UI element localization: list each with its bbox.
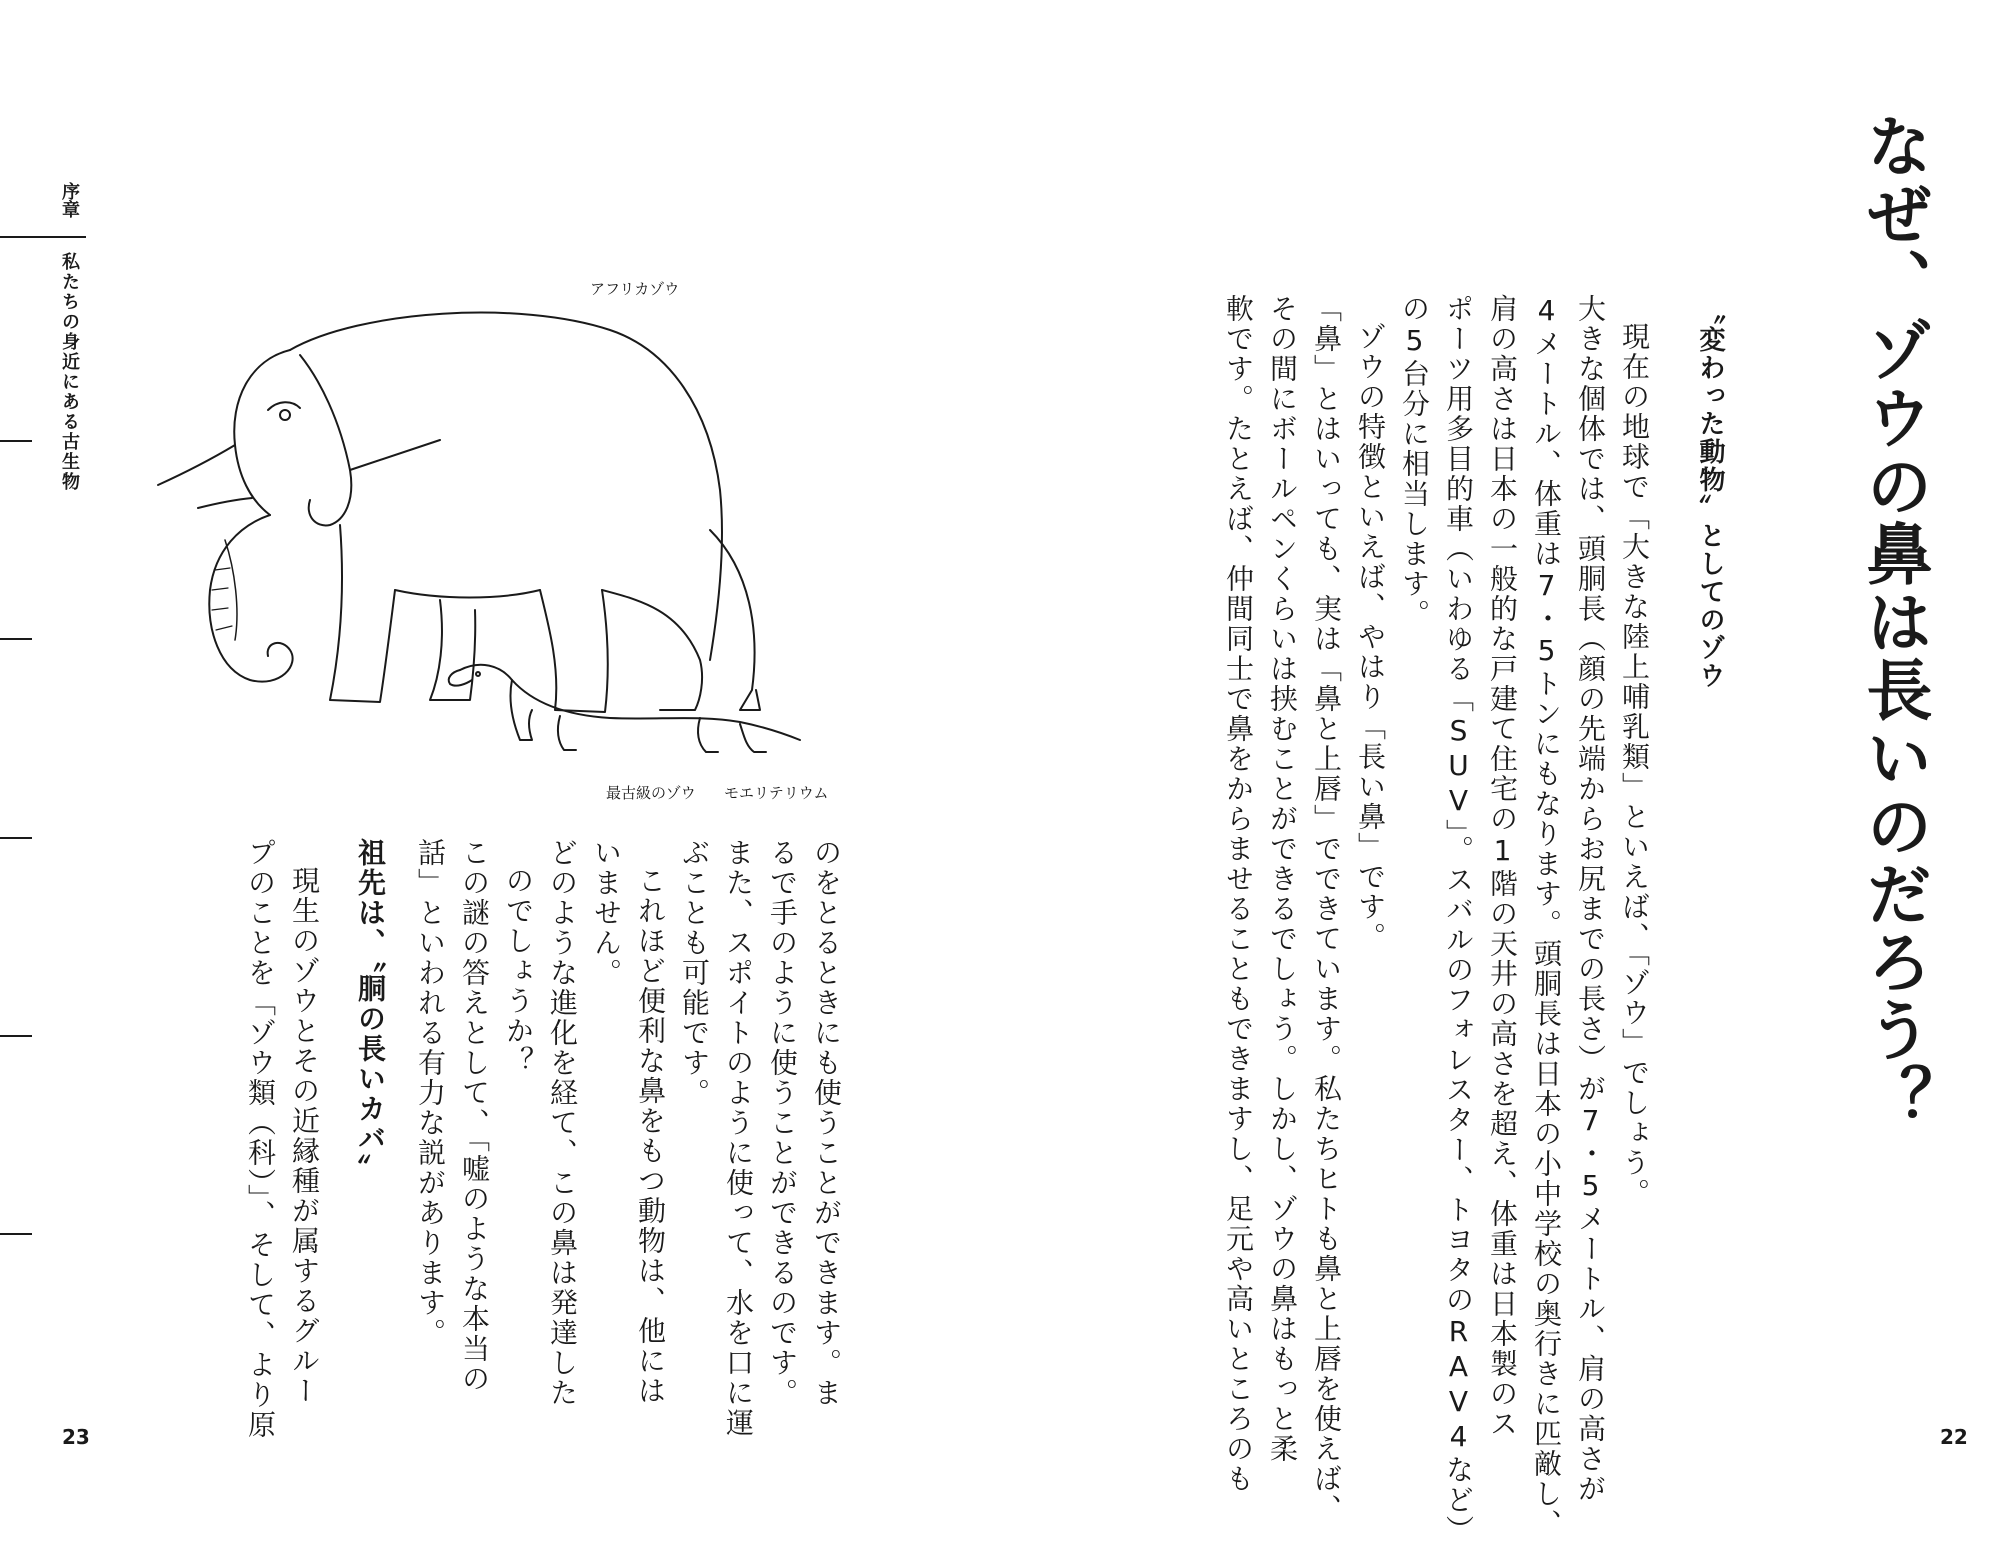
section-subheading: 〝変わった動物〟としてのゾウ xyxy=(1695,298,1725,690)
body-line: ポーツ用多目的車（いわゆる「SUV」。スバルのフォレスター、トヨタのRAV4など） xyxy=(1442,294,1475,1545)
page-number-right: 22 xyxy=(1940,1425,1968,1449)
body-line: ゾウの特徴といえば、やはり「長い鼻」です。 xyxy=(1354,322,1387,952)
margin-tick xyxy=(0,1035,32,1037)
body-line: 大きな個体では、頭胴長（顔の先端からお尻までの長さ）が7・5メートル、肩の高さが xyxy=(1574,294,1607,1504)
moeritherium-drawing xyxy=(449,665,800,752)
body-line: また、スポイトのように使って、水を口に運 xyxy=(722,838,755,1438)
body-line: 肩の高さは日本の一般的な戸建て住宅の1階の天井の高さを超え、体重は日本製のス xyxy=(1486,294,1519,1439)
running-chapter-title: 私たちの身近にある古生物 xyxy=(59,252,80,492)
body-line: のをとるときにも使うことができます。ま xyxy=(810,838,843,1408)
body-line: 現在の地球で「大きな陸上哺乳類」といえば、「ゾウ」でしょう。 xyxy=(1618,322,1651,1208)
page-number-left: 23 xyxy=(62,1425,90,1449)
body-line: 4メートル、体重は7・5トンにもなります。頭胴長は日本の小中学校の奥行きに匹敵し、 xyxy=(1530,294,1563,1539)
body-line: ぶことも可能です。 xyxy=(678,838,711,1108)
body-line: いません。 xyxy=(590,838,623,988)
running-chapter-label: 序章 xyxy=(59,182,80,218)
chapter-heading: なぜ、ゾウの鼻は長いのだろう？ xyxy=(1855,112,1932,1132)
header-rule xyxy=(0,236,86,238)
section-heading: 祖先は、〝胴の長いカバ〟 xyxy=(354,838,387,1184)
body-line: 軟です。たとえば、仲間同士で鼻をからませることもできますし、足元や高いところのも xyxy=(1222,294,1255,1494)
margin-tick xyxy=(0,440,32,442)
caption-oldest-elephant: 最古級のゾウ xyxy=(606,784,696,802)
caption-moeritherium: モエリテリウム xyxy=(724,784,829,802)
body-line: プのことを「ゾウ類（科）」、そして、より原 xyxy=(244,838,277,1440)
body-line: るで手のように使うことができるのです。 xyxy=(766,838,799,1408)
body-line: その間にボールペンくらいは挟むことができるでしょう。しかし、ゾウの鼻はもっと柔 xyxy=(1266,294,1299,1464)
margin-tick xyxy=(0,638,32,640)
caption-african-elephant: アフリカゾウ xyxy=(590,280,680,298)
body-line: これほど便利な鼻をもつ動物は、他には xyxy=(634,866,667,1406)
body-line: この謎の答えとして、「嘘のような本当の xyxy=(458,838,491,1394)
body-line: どのような進化を経て、この鼻は発達した xyxy=(546,838,579,1408)
body-line: 現生のゾウとその近縁種が属するグルー xyxy=(288,866,321,1406)
margin-tick xyxy=(0,1233,32,1235)
body-line: 話」といわれる有力な説があります。 xyxy=(414,838,447,1348)
body-line: の5台分に相当します。 xyxy=(1398,294,1431,629)
elephant-illustration xyxy=(140,270,840,790)
african-elephant-drawing xyxy=(158,313,760,712)
margin-tick xyxy=(0,837,32,839)
body-line: 「鼻」とはいっても、実は「鼻と上唇」でできています。私たちヒトも鼻と上唇を使えば、 xyxy=(1310,294,1343,1524)
body-line: のでしょうか？ xyxy=(502,866,535,1076)
